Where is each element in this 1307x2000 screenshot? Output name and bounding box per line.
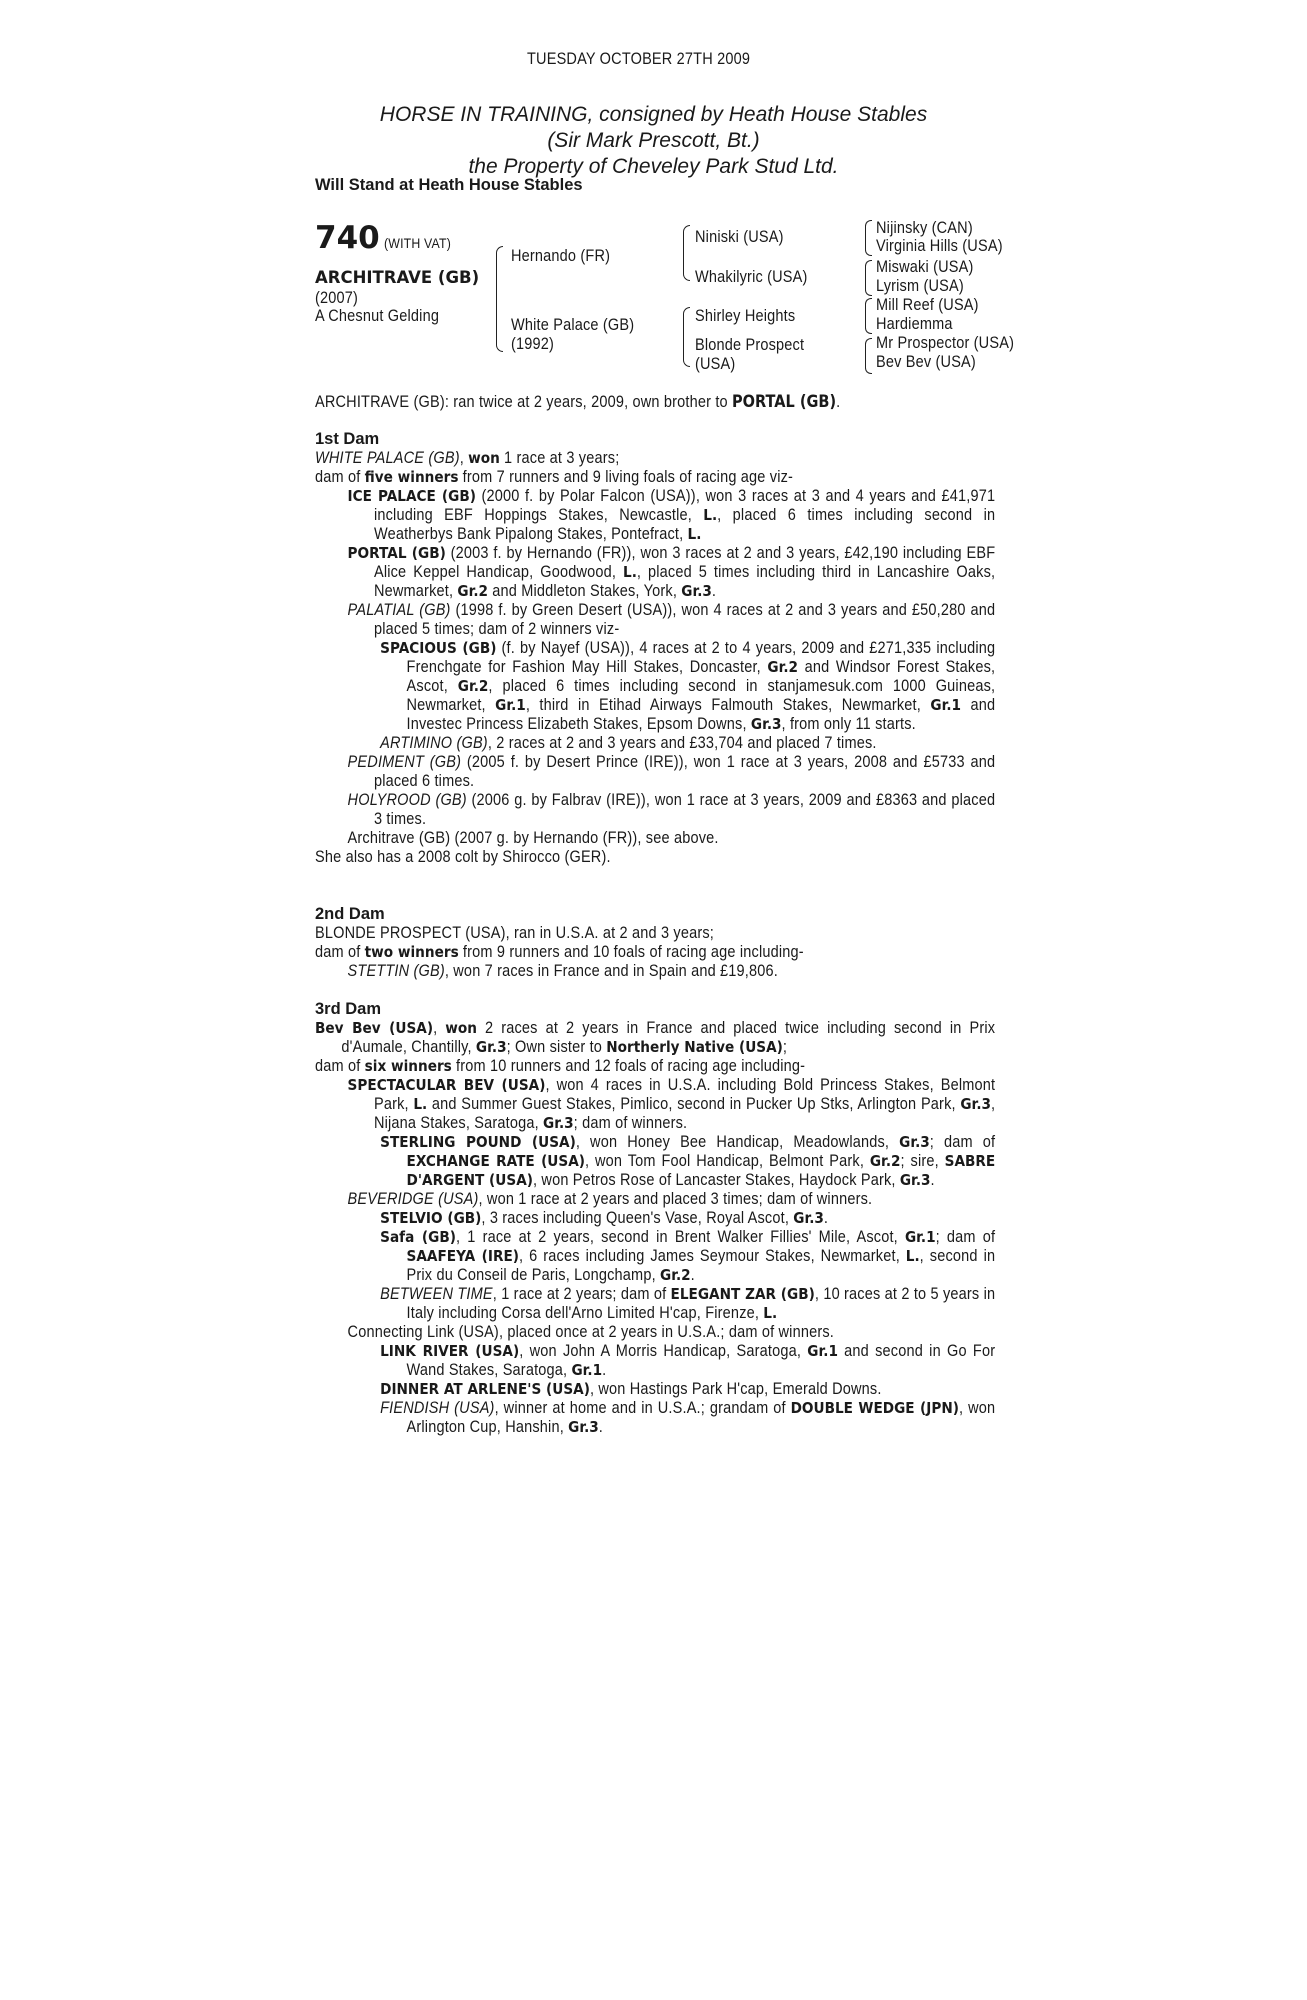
consign-line: (Sir Mark Prescott, Bt.) [547,129,760,152]
pedigree-entry: STELVIO (GB), 3 races including Queen's Vase, Royal Ascot, Gr.3. [380,1209,829,1227]
section-heading: 2nd Dam [315,905,385,923]
pedigree-brace [865,298,872,334]
pedigree-brace [865,338,872,374]
gen2-name: Niniski (USA) [695,228,784,246]
pedigree-entry: SPECTACULAR BEV (USA), won 4 races in U.S.A. including Bold Princess Stakes, Belmont Park, L. and Summer Guest Stakes, Pimlico, second in Pucker Up Stks, Arlington Park, Gr.3, Nijana Stakes, Saratoga, Gr.3; dam of winners. [347,1076,996,1132]
pedigree-entry: Safa (GB), 1 race at 2 years, second in Brent Walker Fillies' Mile, Ascot, Gr.1; dam of SAAFEYA (IRE), 6 races including James Seymour Stakes, Newmarket, L., second in Prix du Conseil de Paris, Longchamp, Gr.2. [380,1228,996,1284]
horse-name: ARCHITRAVE (GB) [315,268,480,287]
pedigree-entry: HOLYROOD (GB) (2006 g. by Falbrav (IRE)), won 1 race at 3 years, 2009 and £8363 and placed 3 times. [347,791,996,828]
consign-line: HORSE IN TRAINING, consigned by Heath House Stables [379,103,928,126]
gen3-name: Hardiemma [876,315,953,333]
pedigree-entry: STERLING POUND (USA), won Honey Bee Handicap, Meadowlands, Gr.3; dam of EXCHANGE RATE (USA), won Tom Fool Handicap, Belmont Park, Gr.2; sire, SABRE D'ARGENT (USA), won Petros Rose of Lancaster Stakes, Haydock Park, Gr.3. [380,1133,996,1189]
gen2-name: Shirley Heights [695,307,796,325]
pedigree-entry: BEVERIDGE (USA), won 1 race at 2 years and placed 3 times; dam of winners. [347,1190,873,1208]
summary-end: . [836,393,841,411]
gen3-name: Mr Prospector (USA) [876,334,1015,352]
pedigree-entry: DINNER AT ARLENE'S (USA), won Hastings Park H'cap, Emerald Downs. [380,1380,882,1398]
pedigree-entry: LINK RIVER (USA), won John A Morris Handicap, Saratoga, Gr.1 and second in Go For Wand Stakes, Saratoga, Gr.1. [380,1342,996,1379]
pedigree-entry: Connecting Link (USA), placed once at 2 years in U.S.A.; dam of winners. [347,1323,834,1341]
gen2-name: Blonde Prospect [695,336,805,354]
pedigree-brace [865,260,872,296]
summary-bold: PORTAL (GB) [732,392,837,411]
sale-date: TUESDAY OCTOBER 27TH 2009 [526,50,750,68]
pedigree-brace [496,246,503,352]
pedigree-entry: WHITE PALACE (GB), won 1 race at 3 years; [315,449,620,467]
consign-line: the Property of Cheveley Park Stud Ltd. [468,155,839,178]
stand-note: Will Stand at Heath House Stables [315,176,583,194]
pedigree-entry: PALATIAL (GB) (1998 f. by Green Desert (USA)), won 4 races at 2 and 3 years and £50,280 and placed 5 times; dam of 2 winners viz- [347,601,996,638]
pedigree-entry: SPACIOUS (GB) (f. by Nayef (USA)), 4 races at 2 to 4 years, 2009 and £271,335 including Frenchgate for Fashion May Hill Stakes, Doncaster, Gr.2 and Windsor Forest Stakes, Ascot, Gr.2, placed 6 times including second in stanjamesuk.com 1000 Guineas, Newmarket, Gr.1, third in Etihad Airways Falmouth Stakes, Newmarket, Gr.1 and Investec Princess Elizabeth Stakes, Epsom Downs, Gr.3, from only 11 starts. [380,639,996,733]
first-dam-section [315,430,995,867]
vat-note: (WITH VAT) [384,235,452,251]
section-heading: 3rd Dam [315,1000,382,1018]
pedigree-entry: Architrave (GB) (2007 g. by Hernando (FR)), see above. [347,829,719,847]
pedigree-entry: FIENDISH (USA), winner at home and in U.S.A.; grandam of DOUBLE WEDGE (JPN), won Arlington Cup, Hanshin, Gr.3. [380,1399,996,1436]
pedigree-entry: PEDIMENT (GB) (2005 f. by Desert Prince (IRE)), won 1 race at 3 years, 2008 and £5733 and placed 6 times. [347,753,996,790]
horse-description: A Chesnut Gelding [315,307,440,325]
third-dam-section [315,1000,995,1437]
dam: White Palace (GB) [511,316,635,334]
gen3-name: Lyrism (USA) [876,277,964,295]
pedigree-entry: ICE PALACE (GB) (2000 f. by Polar Falcon (USA)), won 3 races at 3 and 4 years and £41,971 including EBF Hoppings Stakes, Newcastle, L., placed 6 times including second in Weatherbys Bank Pipalong Stakes, Pontefract, L. [347,487,996,543]
pedigree-entry: dam of two winners from 9 runners and 10 foals of racing age including- [315,943,804,961]
gen2-name: (USA) [695,355,736,373]
pedigree-entry: BETWEEN TIME, 1 race at 2 years; dam of ELEGANT ZAR (GB), 10 races at 2 to 5 years in Italy including Corsa dell'Arno Limited H'cap, Firenze, L. [380,1285,996,1322]
gen3-name: Virginia Hills (USA) [876,237,1003,255]
pedigree-brace [865,220,872,256]
pedigree-entry: BLONDE PROSPECT (USA), ran in U.S.A. at 2 and 3 years; [315,924,715,942]
pedigree-entry: ARTIMINO (GB), 2 races at 2 and 3 years and £33,704 and placed 7 times. [380,734,877,752]
summary-line [315,392,840,412]
gen3-name: Nijinsky (CAN) [876,219,973,237]
lot-number: 740 [315,220,380,256]
gen3-name: Bev Bev (USA) [876,353,976,371]
pedigree-entry: dam of six winners from 10 runners and 12 foals of racing age including- [315,1057,806,1075]
pedigree-entry: PORTAL (GB) (2003 f. by Hernando (FR)), won 3 races at 2 and 3 years, £42,190 including EBF Alice Keppel Handicap, Goodwood, L., placed 5 times including third in Lancashire Oaks, Newmarket, Gr.2 and Middleton Stakes, York, Gr.3. [347,544,996,600]
pedigree-entry: STETTIN (GB), won 7 races in France and in Spain and £19,806. [347,962,778,980]
pedigree-entry: dam of five winners from 7 runners and 9 living foals of racing age viz- [315,468,794,486]
foaling-year: (2007) [315,289,359,307]
gen3-name: Miswaki (USA) [876,258,974,276]
second-dam-section [315,905,995,981]
pedigree-brace [683,225,690,281]
gen2-name: Whakilyric (USA) [695,268,808,286]
pedigree-entry: She also has a 2008 colt by Shirocco (GER). [315,848,611,866]
gen3-name: Mill Reef (USA) [876,296,979,314]
dam-year: (1992) [511,335,555,353]
consignment-block [0,102,1307,180]
summary-text: ARCHITRAVE (GB): ran twice at 2 years, 2009, own brother to [315,393,733,411]
sire: Hernando (FR) [511,247,611,265]
pedigree-entry: Bev Bev (USA), won 2 races at 2 years in France and placed twice including second in Prix d'Aumale, Chantilly, Gr.3; Own sister to Northerly Native (USA); [315,1019,996,1056]
pedigree-brace [683,307,690,367]
lot-number-line [315,220,460,256]
section-heading: 1st Dam [315,430,380,448]
